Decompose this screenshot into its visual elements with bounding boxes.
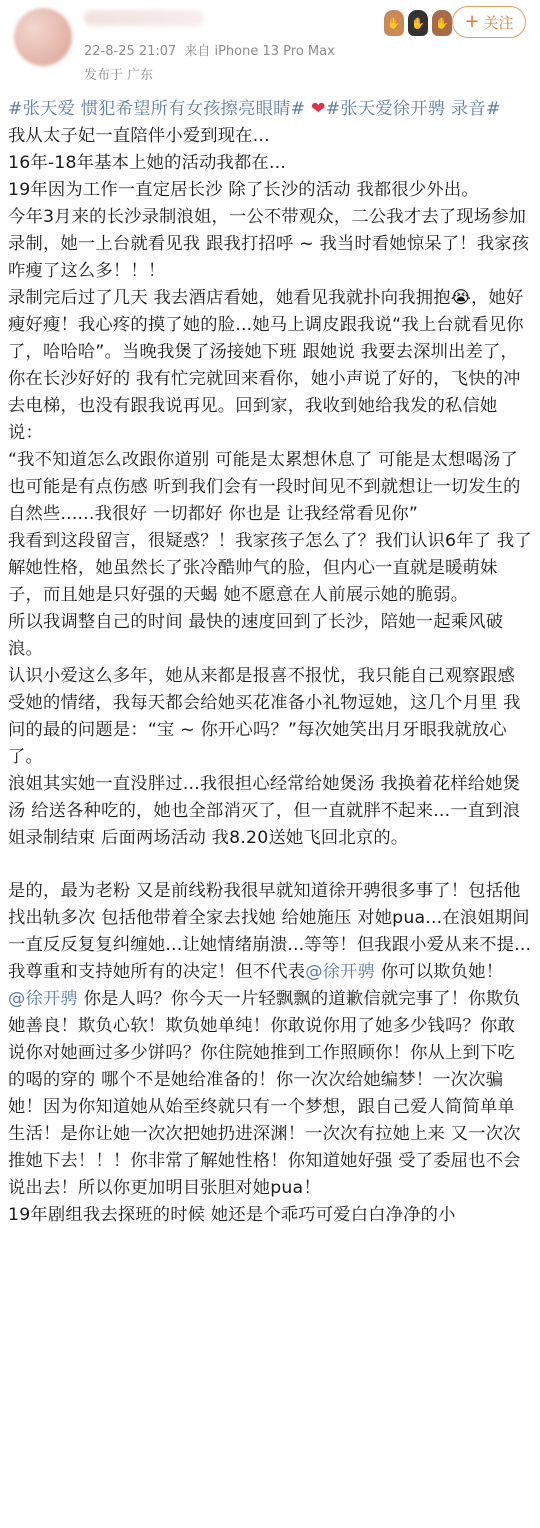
fan-stickers xyxy=(384,10,452,36)
paragraph: 19年因为工作一直定居长沙 除了长沙的活动 我都很少外出。 xyxy=(8,180,479,200)
username-blurred[interactable] xyxy=(84,10,204,26)
paragraph-text: 你可以欺负她！ xyxy=(375,962,504,982)
post-header xyxy=(0,0,540,92)
paragraph: 19年剧组我去探班的时候 她还是个乖巧可爱白白净净的小 xyxy=(8,1205,456,1225)
paragraph: 今年3月来的长沙录制浪姐，一公不带观众，二公我才去了现场参加录制，她一上台就看见我 跟我打招呼 ~ 我当时看她惊呆了！我家孩咋瘦了这么多！！！ xyxy=(8,207,530,281)
mention-link[interactable]: @徐开骋 xyxy=(8,989,78,1009)
paragraph: 录制完后过了几天 我去酒店看她，她看见我就扑向我拥抱😭，她好瘦好瘦！我心疼的摸了她的脸...她马上调皮跟我说“我上台就看见你了，哈哈哈”。当晚我煲了汤接她下班 跟她说 我要去深圳出差了，你在长沙好好的 我有忙完就回来看你，她小声说了好的，飞快的冲去电梯，也没有跟我说再见。回到家，我收到她给我发的私信她说： xyxy=(8,288,524,443)
mention-link[interactable]: @徐开骋 xyxy=(305,962,376,982)
paw-sticker-icon: ✋ xyxy=(408,10,428,36)
hashtag[interactable]: #张天爱 惯犯希望所有女孩擦亮眼睛# xyxy=(8,99,306,119)
paragraph: 认识小爱这么多年，她从来都是报喜不报忧，我只能自己观察跟感受她的情绪，我每天都会给她买花准备小礼物逗她，这几个月里 我问的最的问题是：“宝 ~ 你开心吗？”每次她笑出月牙眼我就放心了。 xyxy=(8,666,521,767)
paragraph xyxy=(8,878,532,986)
paragraph: 浪姐其实她一直没胖过...我很担心经常给她煲汤 我换着花样给她煲汤 给送各种吃的，她也全部消灭了，但一直就胖不起来...一直到浪姐录制结束 后面两场活动 我8.20送她飞回北京的。 xyxy=(8,774,521,848)
paragraph: 所以我调整自己的时间 最快的速度回到了长沙，陪她一起乘风破浪。 xyxy=(8,612,504,659)
plus-icon: + xyxy=(464,11,480,32)
post-body xyxy=(8,96,532,1229)
post-source: 来自 iPhone 13 Pro Max xyxy=(184,44,335,59)
paw-sticker-icon: ✋ xyxy=(432,10,452,36)
heart-icon: ❤ xyxy=(310,99,326,119)
follow-button[interactable] xyxy=(452,6,526,38)
paragraph-text: 你是人吗？你今天一片轻飘飘的道歉信就完事了！你欺负她善良！欺负心软！欺负她单纯！你敢说你用了她多少钱吗？你敢说你对她画过多少饼吗？你住院她推到工作照顾你！你从上到下吃的喝的穿的 哪个不是她给准备的！你一次次给她编梦！一次次骗她！因为你知道她从始至终就只有一个梦想，跟自己爱人简简单单生活！是你让她一次次把她扔进深渊！一次次有拉她上来 又一次次推她下去！！！你非常了解她性格！你知道她好强 受了委屈也不会说出去！所以你更加明目张胆对她pua！ xyxy=(8,989,521,1198)
paragraph: 我看到这段留言，很疑惑？！我家孩子怎么了？我们认识6年了 我了解她性格，她虽然长了张冷酷帅气的脸，但内心一直就是暖萌妹子，而且她是只好强的天蝎 她不愿意在人前展示她的脆弱。 xyxy=(8,531,532,605)
post-location: 发布于 广东 xyxy=(84,68,154,83)
post-meta xyxy=(84,40,335,59)
paragraph xyxy=(8,986,532,1202)
post-date: 22-8-25 21:07 xyxy=(84,44,177,59)
paragraph-text: 是的，最为老粉 又是前线粉我很早就知道徐开骋很多事了！包括他找出轨多次 包括他带着全家去找她 给她施压 对她pua...在浪姐期间一直反反复复纠缠她...让她情绪崩溃...等等！但我跟小爱从来不提...我尊重和支持她所有的决定！但不代表 xyxy=(8,881,532,982)
paragraph: “我不知道怎么改跟你道别 可能是太累想休息了 可能是太想喝汤了 也可能是有点伤感 听到我们会有一段时间见不到就想让一切发生的自然些......我很好 一切都好 你也是 让我经常看见你” xyxy=(8,450,521,524)
hashtag-line xyxy=(8,96,532,123)
spacer xyxy=(8,852,532,878)
paw-sticker-icon: ✋ xyxy=(384,10,404,36)
hashtag[interactable]: #张天爱徐开骋 录音# xyxy=(325,99,501,119)
paragraph: 16年-18年基本上她的活动我都在... xyxy=(8,153,287,173)
paragraph: 我从太子妃一直陪伴小爱到现在... xyxy=(8,126,270,146)
follow-label: 关注 xyxy=(483,13,514,32)
avatar[interactable] xyxy=(14,8,72,66)
